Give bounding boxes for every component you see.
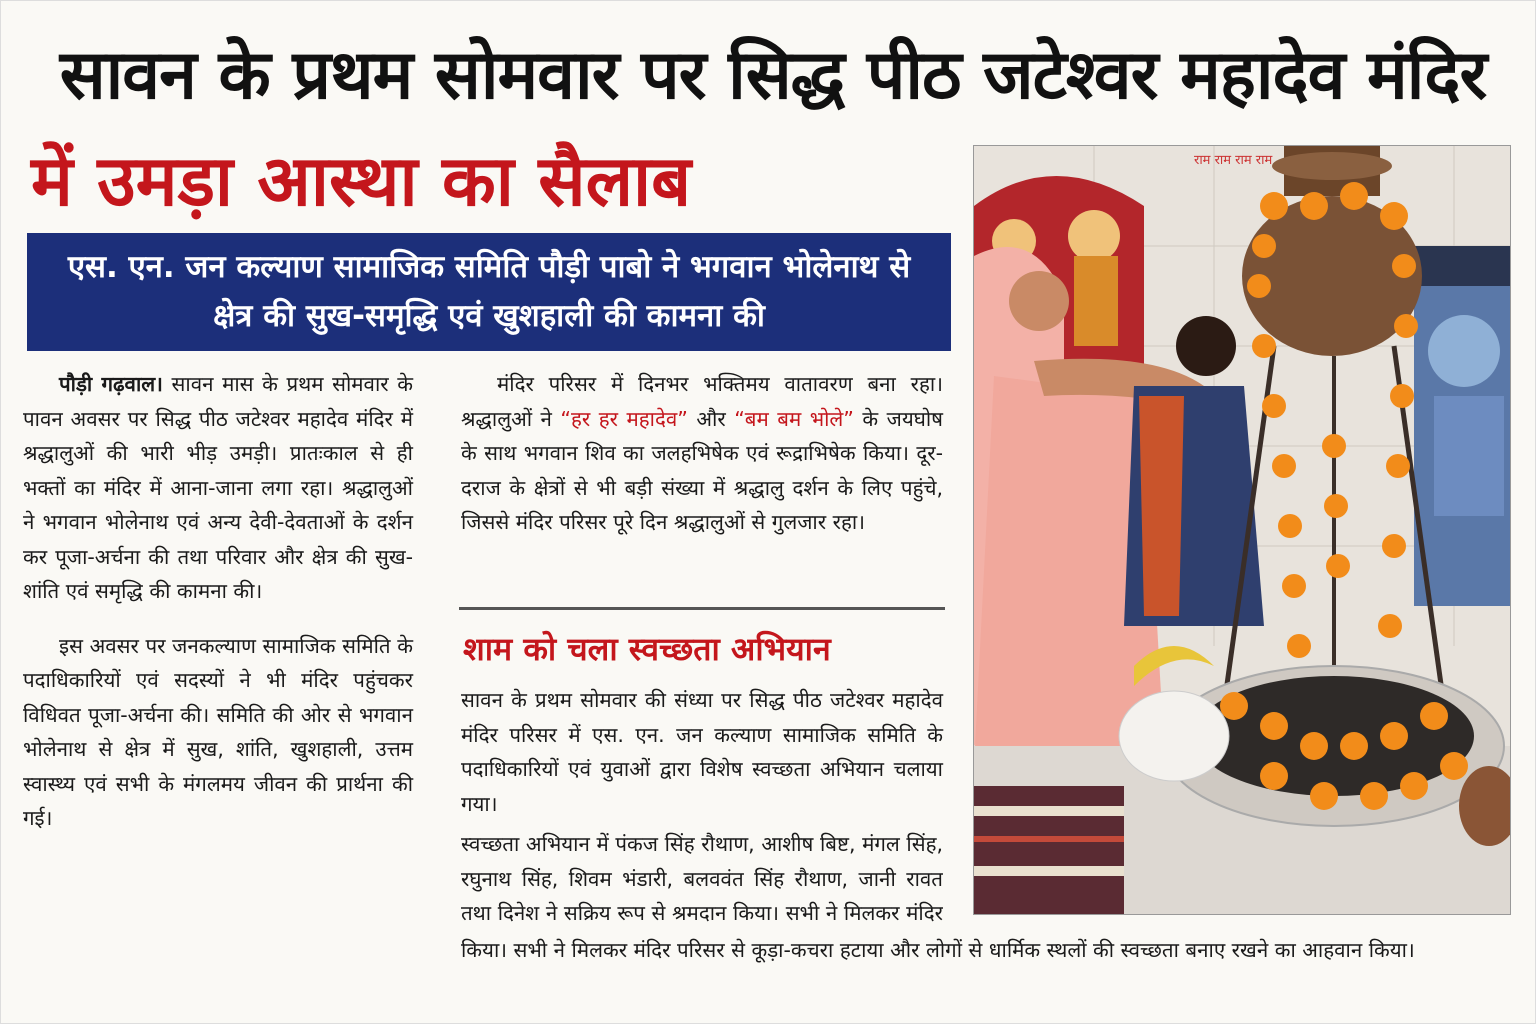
middle-para-3: स्वच्छता अभियान में पंकज सिंह रौथाण, आशीष बिष्ट, मंगल सिंह, रघुनाथ सिंह, शिवम भंडारी, बलववंत सिंह रौथाण, जानी रावत तथा दिनेश ने सक्रिय रूप से श्रमदान किया। सभी ने मिलकर मंदिर xyxy=(461,832,943,925)
left-para-1 xyxy=(23,367,413,609)
middle-para-3-wrap xyxy=(461,827,943,933)
subheading: शाम को चला स्वच्छता अभियान xyxy=(463,630,831,668)
left-para-1-text: सावन मास के प्रथम सोमवार के पावन अवसर पर सिद्ध पीठ जटेश्वर महादेव मंदिर में श्रद्धालुओं की भारी भीड़ उमड़ी। प्रातःकाल से ही भक्तों का मंदिर में आना-जाना लगा रहा। श्रद्धालुओं ने भगवान भोलेनाथ एवं अन्य देवी-देवताओं के दर्शन कर पूजा-अर्चना की तथा परिवार और क्षेत्र की सुख-शांति एवं समृद्धि की कामना की। xyxy=(23,372,413,603)
photo-illustration xyxy=(974,146,1511,915)
deck-banner xyxy=(27,233,951,351)
middle-para-2: सावन के प्रथम सोमवार की संध्या पर सिद्ध पीठ जटेश्वर महादेव मंदिर परिसर में एस. एन. जन कल्याण सामाजिक समिति के पदाधिकारियों एवं युवाओं द्वारा विशेष स्वच्छता अभियान चलाया गया। xyxy=(461,688,943,816)
quote-bam-bam-bhole: “बम बम भोले” xyxy=(734,406,854,431)
headline-line-2: में उमड़ा आस्था का सैलाब xyxy=(31,140,692,222)
middle-para-1 xyxy=(461,367,943,540)
deck-line-1: एस. एन. जन कल्याण सामाजिक समिति पौड़ी पाबो ने भगवान भोलेनाथ से xyxy=(67,249,911,285)
section-divider xyxy=(459,607,945,610)
deck-line-2: क्षेत्र की सुख-समृद्धि एवं खुशहाली की कामना की xyxy=(213,298,765,334)
wall-text: राम राम राम राम xyxy=(1194,153,1273,168)
quote-har-har-mahadev: “हर हर महादेव” xyxy=(560,406,688,431)
middle-para-1-b: और xyxy=(687,406,735,431)
middle-para-1-c: के जयघोष के साथ भगवान शिव का जलहभिषेक एवं रूद्राभिषेक किया। दूर-दराज के क्षेत्रों से भी बड़ी संख्या में श्रद्धालु दर्शन के लिए पहुंचे, जिससे मंदिर परिसर पूरे दिन श्रद्धालुओं से गुलजार रहा। xyxy=(461,406,944,534)
middle-column-top xyxy=(461,367,943,540)
middle-para-3-tail: किया। सभी ने मिलकर मंदिर परिसर से कूड़ा-कचरा हटाया और लोगों से धार्मिक स्थलों की स्वच्छता बनाए रखने का आहवान किया। xyxy=(461,938,1415,962)
temple-puja-photo xyxy=(973,145,1511,915)
middle-column-bottom xyxy=(461,683,943,821)
left-para-2: इस अवसर पर जनकल्याण सामाजिक समिति के पदाधिकारियों एवं सदस्यों ने भी मंदिर पहुंचकर विधिवत पूजा-अर्चना की। समिति की ओर से भगवान भोलेनाथ से क्षेत्र में सुख, शांति, खुशहाली, उत्तम स्वास्थ्य एवं सभी के मंगलमय जीवन की प्रार्थना की गई। xyxy=(23,633,413,830)
left-column xyxy=(23,367,413,836)
closing-lines xyxy=(461,933,1501,967)
middle-para-1-a: मंदिर परिसर में दिनभर भक्तिमय वातावरण बना रहा। श्रद्धालुओं ने xyxy=(461,372,943,431)
dateline: पौड़ी गढ़वाल। xyxy=(59,372,163,396)
headline-line-1: सावन के प्रथम सोमवार पर सिद्ध पीठ जटेश्वर महादेव मंदिर xyxy=(59,36,1487,115)
